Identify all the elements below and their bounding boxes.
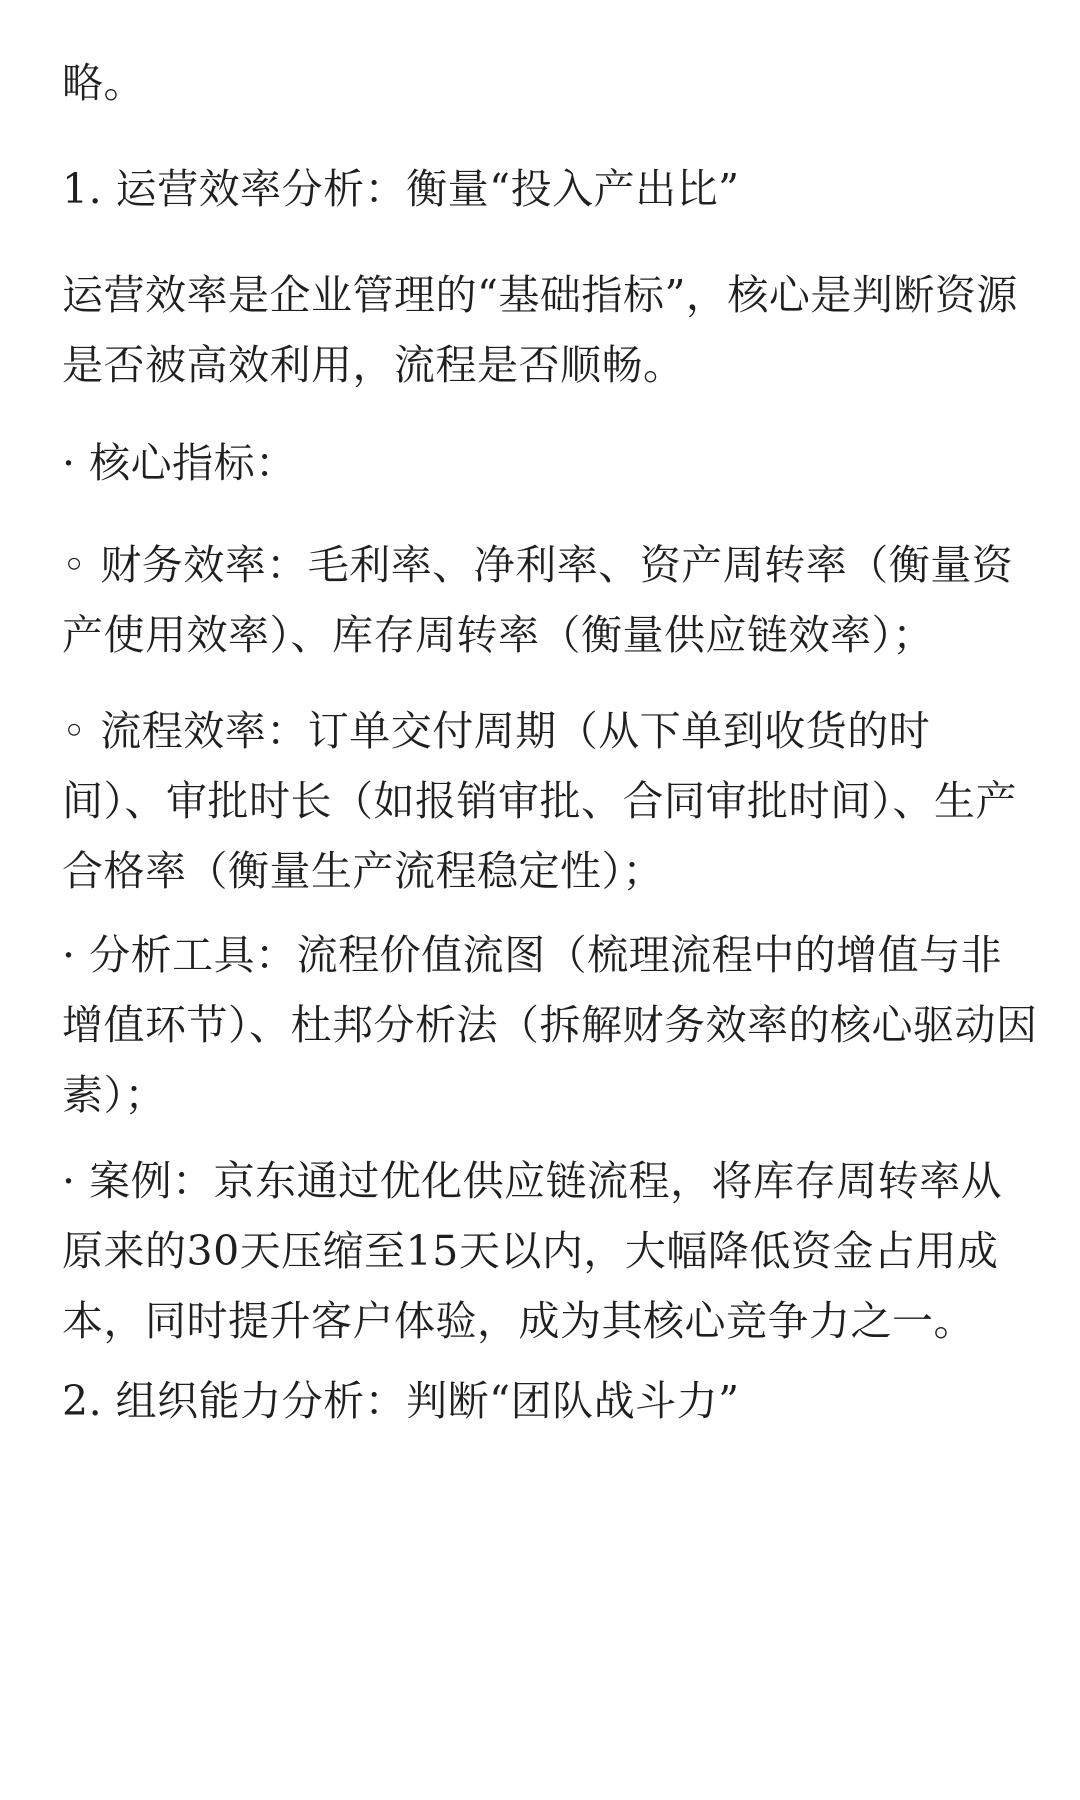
- text-line: · 案例：京东通过优化供应链流程，将库存周转率从: [62, 1157, 1003, 1205]
- text-line: · 分析工具：流程价值流图（梳理流程中的增值与非: [62, 931, 1003, 979]
- text-line: 素）；: [62, 1071, 166, 1119]
- text-line: 本，同时提升客户体验，成为其核心竞争力之一。: [62, 1297, 975, 1345]
- text-line: ◦ 财务效率：毛利率、净利率、资产周转率（衡量资: [62, 541, 1014, 589]
- section-heading-operations: [62, 154, 1024, 224]
- text-line: 略。: [62, 59, 145, 107]
- text-line: 运营效率是企业管理的“基础指标”，核心是判断资源: [62, 271, 1018, 319]
- bullet-case-study: [62, 1146, 1024, 1356]
- sub-bullet-process-efficiency: [62, 696, 1024, 906]
- text-line: 合格率（衡量生产流程稳定性）；: [62, 847, 664, 895]
- text-line: 原来的30天压缩至15天以内，大幅降低资金占用成: [62, 1227, 999, 1275]
- bullet-core-metrics: [62, 428, 1024, 498]
- text-line: · 核心指标：: [62, 439, 297, 487]
- text-line: ◦ 流程效率：订单交付周期（从下单到收货的时: [62, 707, 931, 755]
- text-line: 间）、审批时长（如报销审批、合同审批时间）、生产: [62, 777, 1017, 825]
- paragraph-intro-fragment: [62, 48, 1024, 118]
- text-line: 产使用效率）、库存周转率（衡量供应链效率）；: [62, 611, 934, 659]
- bullet-analysis-tools: [62, 920, 1038, 1130]
- paragraph-operations-intro: [62, 260, 1024, 400]
- text-line: 增值环节）、杜邦分析法（拆解财务效率的核心驱动因: [62, 1001, 1038, 1049]
- section-heading-organization: [62, 1366, 1024, 1436]
- sub-bullet-financial-efficiency: [62, 530, 1024, 670]
- text-line: 2. 组织能力分析：判断“团队战斗力”: [62, 1377, 740, 1425]
- text-line: 1. 运营效率分析：衡量“投入产出比”: [62, 165, 740, 213]
- text-line: 是否被高效利用，流程是否顺畅。: [62, 341, 685, 389]
